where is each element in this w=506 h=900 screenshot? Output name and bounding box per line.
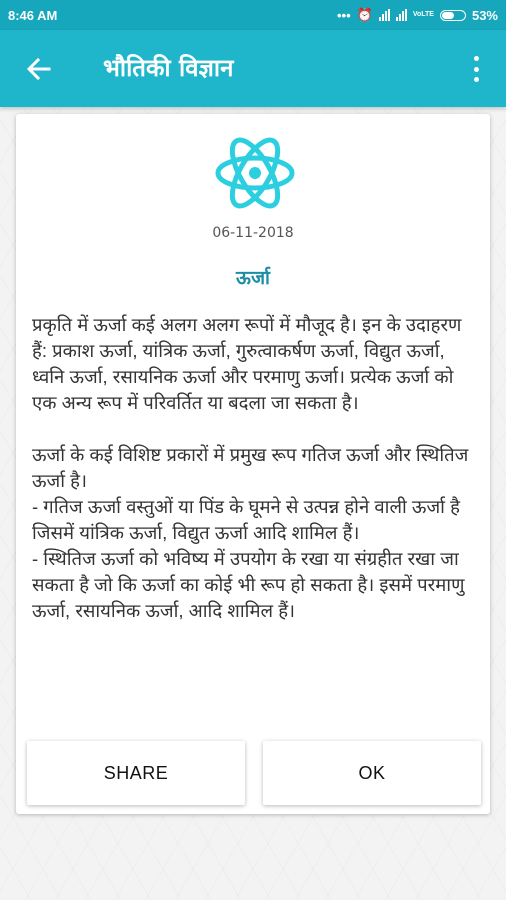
more-vert-icon [474,56,479,61]
ok-button[interactable]: OK [263,741,481,805]
overflow-menu-button[interactable] [464,54,488,84]
paragraph-3: - गतिज ऊर्जा वस्तुओं या पिंड के घूमने से उत्पन्न होने वाली ऊर्जा है जिसमें यांत्रिक ऊर्जा, विद्युत ऊर्जा आदि शामिल हैं। [32,496,460,543]
paragraph-4: - स्थितिज ऊर्जा को भविष्य में उपयोग के रखा या संग्रहीत रखा जा सकता है जो कि ऊर्जा का कोई भी रूप हो सकता है। इसमें परमाणु ऊर्जा, रसायनिक ऊर्जा, आदि शामिल हैं। [32,548,465,621]
article-card [16,114,490,814]
paragraph-2: ऊर्जा के कई विशिष्ट प्रकारों में प्रमुख रूप गतिज ऊर्जा और स्थितिज ऊर्जा है। [32,444,469,491]
app-title: भौतिकी विज्ञान [103,54,234,82]
battery-percent: 53% [471,7,498,23]
back-button[interactable] [22,52,56,86]
atom-icon [213,131,297,215]
paragraph-1: प्रकृति में ऊर्जा कई अलग अलग रूपों में मौजूद है। इन के उदाहरण हैं: प्रकाश ऊर्जा, यांत्रिक ऊर्जा, गुरुत्वाकर्षण ऊर्जा, विद्युत ऊर्जा, ध्वनि ऊर्जा, रसायनिक ऊर्जा और परमाणु ऊर्जा। प्रत्येक ऊर्जा को एक अन्य रूप में परिवर्तित या बदला जा सकता है। [32,314,462,413]
signal-icon-2 [396,9,407,21]
arrow-left-icon [22,52,56,86]
status-time: 8:46 AM [8,7,58,23]
notification-dots-icon: ••• [336,7,351,23]
status-icons [337,7,498,23]
article-body [32,312,478,624]
battery-icon [440,10,466,21]
signal-icon [379,9,390,21]
article-date: 06-11-2018 [212,225,294,241]
alarm-icon: ⏰ [356,7,373,22]
article-heading: ऊर्जा [236,267,270,289]
share-button[interactable]: SHARE [27,741,245,805]
volte-label: VoLTE [412,11,434,18]
app-bar [0,30,506,107]
status-bar [0,0,506,30]
